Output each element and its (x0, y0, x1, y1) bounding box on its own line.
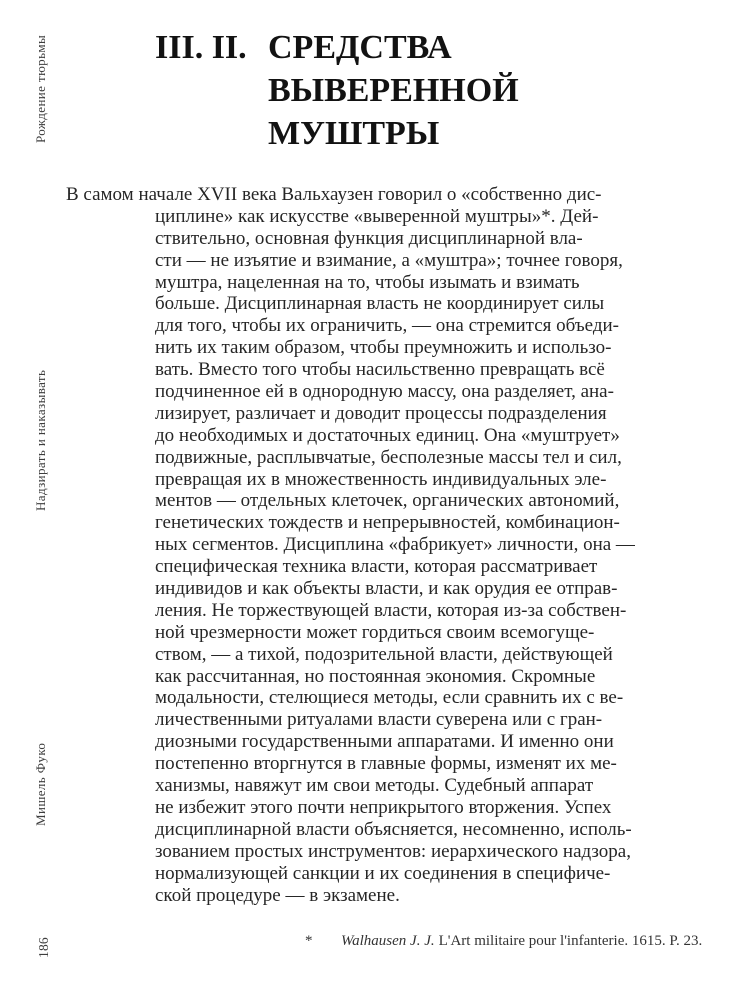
body-text-line: генетических тождеств и непрерывностей, комбинацион- (155, 512, 620, 534)
body-text-line: подчиненное ей в однородную массу, она разделяет, ана- (155, 381, 614, 403)
body-text-line: лизирует, различает и доводит процессы подразделения (155, 402, 607, 424)
body-text-line: подвижные, расплывчатые, бесполезные массы тел и сил, (155, 446, 622, 468)
body-text-line: ментов — отдельных клеточек, органических автономий, (155, 490, 620, 512)
body-text-line: нить их таким образом, чтобы преумножить и использо- (155, 337, 612, 359)
running-head-book-part: Рождение тюрьмы (33, 34, 48, 143)
chapter-number: III. II. (155, 29, 247, 66)
body-text-line: не избежит этого почти неприкрытого вторжения. Успех (155, 796, 612, 818)
body-text-line: циплине» как искусстве «выверенной муштры»*. Дей- (155, 205, 599, 227)
body-text-line: как рассчитанная, но постоянная экономия. Скромные (155, 665, 596, 687)
body-text-line: ной чрезмерности может гордиться своим всемогуще- (155, 621, 595, 643)
footnote-citation-author: Walhausen J. J. (341, 933, 435, 949)
body-text-line: В самом начале XVII века Вальхаузен говорил о «собственно дис- (66, 184, 602, 205)
body-text-line: ханизмы, навяжут им свои методы. Судебный аппарат (155, 775, 594, 797)
body-text-line: ствительно, основная функция дисциплинарной вла- (155, 227, 583, 249)
body-text-line: специфическая техника власти, которая рассматривает (155, 556, 598, 578)
body-text-line: зованием простых инструментов: иерархического надзора, (155, 840, 631, 862)
body-text-line: диозными государственными аппаратами. И именно они (155, 731, 614, 753)
chapter-heading (155, 26, 519, 155)
body-text-line: муштра, нацеленная на то, чтобы изымать и взимать (155, 271, 580, 293)
body-text-line: ством, — а тихой, подозрительной власти, действующей (155, 643, 613, 665)
body-text-line: ления. Не торжествующей власти, которая из-за собствен- (155, 599, 627, 621)
footnote (305, 933, 702, 950)
page-number: 186 (36, 937, 51, 958)
body-text-line: вать. Вместо того чтобы насильственно превращать всё (155, 359, 605, 381)
body-text-line: больше. Дисциплинарная власть не координирует силы (155, 293, 605, 315)
body-text-line: дисциплинарной власти объясняется, несомненно, исполь- (155, 818, 632, 840)
footnote-citation-source: L'Art militaire pour l'infanterie. 1615. P. 23. (438, 933, 703, 949)
body-text-line: нормализующей санкции и их соединения в специфиче- (155, 862, 611, 884)
body-text-block (66, 184, 700, 906)
body-text-line: ных сегментов. Дисциплина «фабрикует» личности, она — (155, 534, 635, 556)
running-head-book-title: Надзирать и наказывать (33, 369, 48, 511)
body-text-line: для того, чтобы их ограничить, — она стремится объеди- (155, 315, 619, 337)
chapter-title (268, 26, 519, 155)
body-text-line: ской процедуре — в экзамене. (155, 884, 400, 906)
body-text-line: до необходимых и достаточных единиц. Она «муштрует» (155, 424, 620, 446)
chapter-title-line: СРЕДСТВА (268, 29, 452, 66)
chapter-title-line: ВЫВЕРЕННОЙ (268, 72, 519, 109)
running-head-author: Мишель Фуко (33, 742, 48, 826)
chapter-title-line: МУШТРЫ (268, 115, 440, 152)
footnote-citation (341, 933, 702, 950)
body-text-line: превращая их в множественность индивидуальных эле- (155, 468, 607, 490)
body-text-line: модальности, стелющиеся методы, если сравнить их с ве- (155, 687, 624, 709)
body-text-line: индивидов и как объекты власти, и как орудия ее отправ- (155, 578, 618, 600)
footnote-marker: * (305, 933, 313, 949)
body-text-line: личественными ритуалами власти суверена или с гран- (155, 709, 603, 731)
body-text-line: постепенно вторгнутся в главные формы, изменят их ме- (155, 753, 617, 775)
body-text-line: сти — не изъятие и взимание, а «муштра»; точнее говоря, (155, 249, 623, 271)
